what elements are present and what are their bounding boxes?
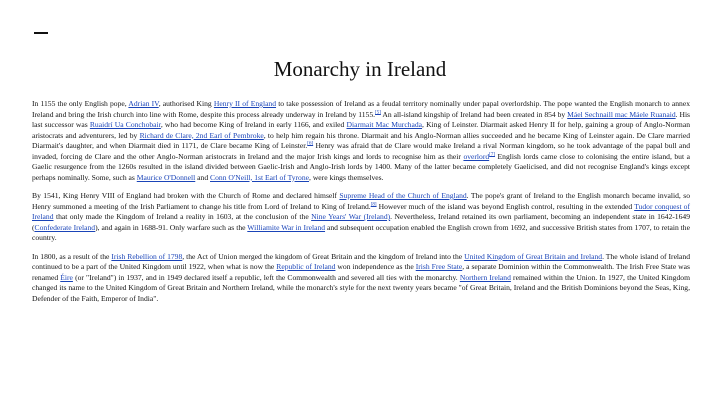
article-link[interactable]: Confederate Ireland (34, 222, 96, 232)
text-run: An all-island kingship of Ireland had been created in 854 by (380, 109, 568, 119)
text-run: . His last successor was (32, 109, 691, 129)
text-run: that only made the Kingdom of Ireland a reality in 1603, at the conclusion of the (53, 212, 312, 221)
paragraph (32, 191, 690, 244)
article-link[interactable]: Irish Rebellion of 1798 (111, 251, 183, 261)
text-run: , a separate Dominion within the Commonwealth. The Irish Free State was renamed (32, 262, 690, 282)
article-link[interactable]: United Kingdom of Great Britain and Ireland (464, 251, 603, 261)
text-run: However much of the island was beyond English control, resulting in the extended (376, 201, 635, 211)
text-run: English lords came close to colonising the entire island, but a Gaelic resurgence from the 1260s resulted in the island divided between Gaelic-Irish and Anglo-Irish lords by 1400. Many of the latter became completely Gaelicised, and did not recognise England's kings except perhaps nominally. Some, such as (32, 151, 690, 182)
text-run: and subsequent occupation enabled the English crown from 1692, and successive British states from 1707, to retain the country. (32, 222, 690, 242)
text-run: , the Act of Union merged the kingdom of Great Britain and the kingdom of Ireland into the (182, 251, 465, 261)
text-run: won independence as the (335, 262, 416, 271)
citation-link[interactable]: [5] (375, 109, 381, 115)
text-run: In 1800, as a result of the (32, 251, 112, 261)
text-run: By 1541, King Henry VIII of England had broken with the Church of Rome and declared himself (32, 191, 340, 200)
text-run: , were kings themselves. (309, 172, 384, 182)
article-link[interactable]: Maurice O'Donnell (136, 172, 196, 182)
article-link[interactable]: Northern Ireland (459, 272, 511, 282)
text-run: and (195, 172, 211, 182)
text-run: (or "Ireland") in 1937, and in 1949 declared itself a republic, left the Commonwealth and severed all ties with the monarchy. (72, 272, 460, 282)
citation-link[interactable]: [6] (307, 141, 314, 147)
text-run: remained within the Union. In 1927, the United Kingdom changed its name to the United Kingdom of Great Britain and Northern Ireland, while the monarch's style for the next twenty years became "of Great Britain, Ireland and the British Dominions beyond the Seas, King, Defender of the Faith, Emperor of India". (32, 272, 690, 303)
text-run: to take possession of Ireland as a feudal territory nominally under papal overlordship. The pope wanted the English monarch to annex Ireland and bring the Irish church into line with Rome, despite this process already underway in Ireland by 1155. (32, 99, 690, 119)
paragraph (32, 99, 690, 183)
article-link[interactable]: Máel Sechnaill mac Máele Ruanaid (567, 109, 676, 119)
article-link[interactable]: Tudor conquest of Ireland (32, 201, 690, 221)
article-link[interactable]: Irish Free State (415, 262, 463, 271)
article-link[interactable]: Supreme Head of the Church of England (339, 191, 467, 200)
text-run: , to help him regain his throne. Diarmait and his Anglo-Norman allies succeeded and he became King of Leinster again. De Clare married Diarmait's daughter, and when Diarmait died in 1171, de Clare became King of Leinster. (32, 130, 690, 150)
article-link[interactable]: Nine Years' War (Ireland) (311, 212, 391, 221)
paragraph (32, 252, 690, 305)
text-run: . The pope's grant of Ireland to the English monarch became invalid, so Henry summoned a meeting of the Irish Parliament to change his title from Lord of Ireland to King of Ireland. (32, 191, 690, 211)
article-link[interactable]: Richard de Clare, 2nd Earl of Pembroke (139, 130, 264, 140)
text-run: . The whole island of Ireland continued to be a part of the United Kingdom until 1922, when what is now the (32, 251, 691, 271)
text-run: , authorised King (158, 99, 214, 108)
text-run: , who had become King of Ireland in early 1166, and exiled (160, 120, 347, 129)
citation-link[interactable]: [7] (489, 151, 496, 157)
text-run: , King of Leinster. Diarmait asked Henry II for help, gaining a group of Anglo-Norman aristocrats and adventurers, led by (32, 120, 690, 140)
article-link[interactable]: Adrian IV (128, 99, 159, 108)
article-link[interactable]: overlord (463, 151, 490, 161)
article-link[interactable]: Williamite War in Ireland (247, 222, 326, 232)
article-body (32, 99, 690, 312)
page-title: Monarchy in Ireland (273, 57, 447, 81)
text-run: ), and again in 1688-91. Only warfare such as the (95, 222, 248, 232)
article-link[interactable]: Henry II of England (213, 99, 277, 108)
text-run: In 1155 the only English pope, (32, 99, 129, 108)
title-dash-decoration (34, 32, 48, 34)
article-link[interactable]: Diarmait Mac Murchada (346, 120, 423, 129)
article-link[interactable]: Ruaidrí Ua Conchobair (89, 120, 161, 129)
text-run: . Nevertheless, Ireland retained its own parliament, becoming an independent state in 1642-1649 ( (32, 212, 690, 232)
article-link[interactable]: Republic of Ireland (276, 262, 336, 271)
article-link[interactable]: Éire (60, 272, 73, 282)
citation-link[interactable]: [8] (370, 201, 377, 207)
text-run: Henry was afraid that de Clare would make Ireland a rival Norman kingdom, so he took advantage of the papal bull and invaded, forcing de Clare and the other Anglo-Norman aristocrats in Ireland and the major Irish kings and lords to recognise him as their (32, 141, 691, 161)
article-link[interactable]: Conn O'Neill, 1st Earl of Tyrone (210, 172, 310, 182)
